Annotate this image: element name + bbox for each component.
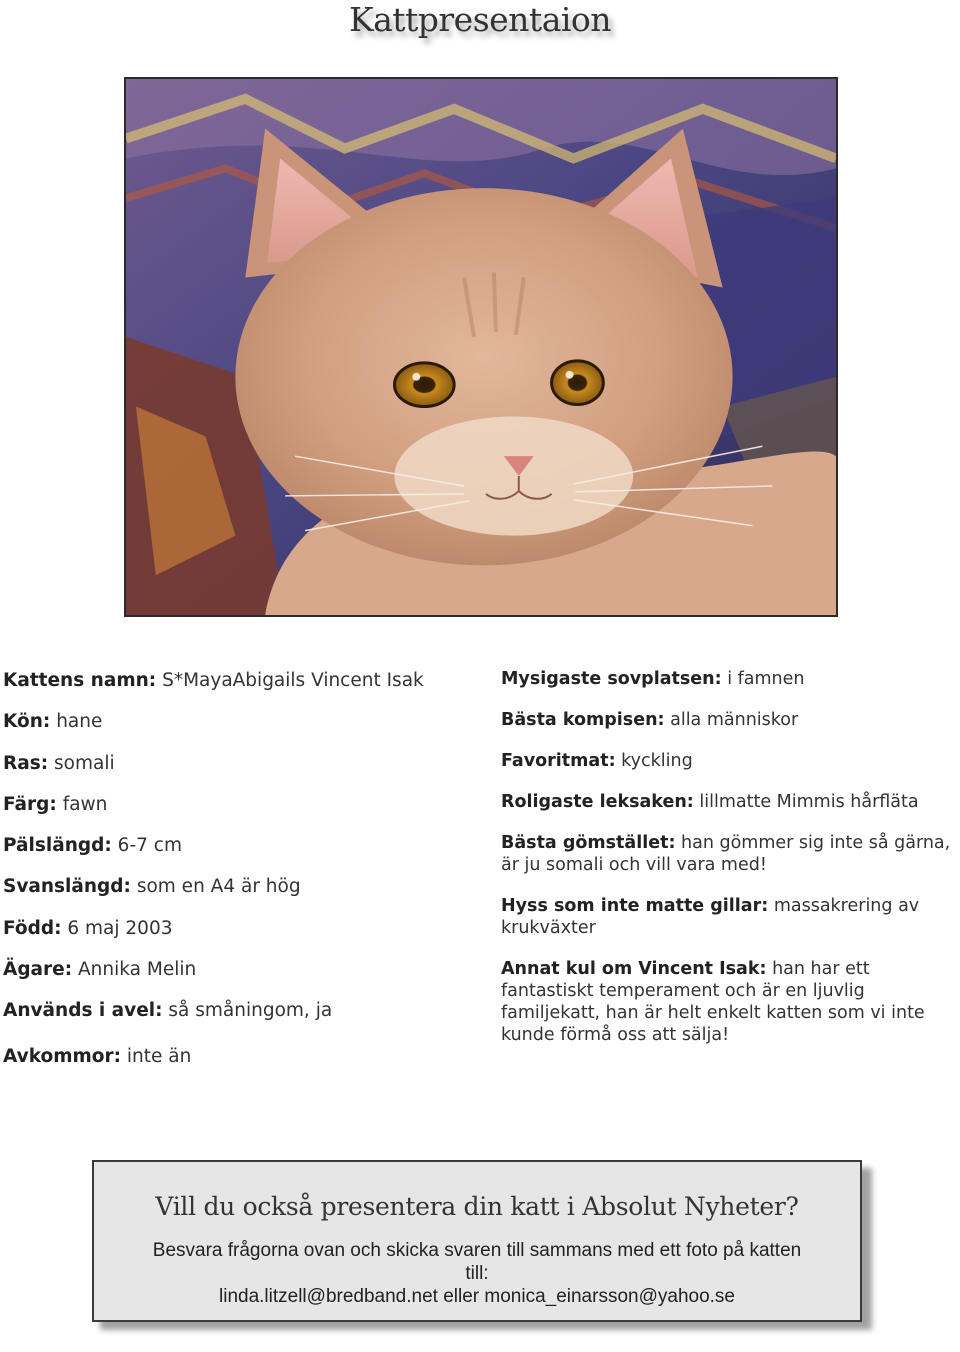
fact-value: han gömmer sig inte så gärna, är ju somali och vill vara med! <box>501 833 951 875</box>
cta-email-line: linda.litzell@bredband.net eller monica_einarsson@yahoo.se <box>219 1286 735 1307</box>
fact-label: Avkommor: <box>3 1045 122 1067</box>
fact-row-favorite-food <box>501 750 960 772</box>
fact-label: Ägare: <box>3 959 73 981</box>
fact-label: Hyss som inte matte gillar: <box>501 896 769 916</box>
fact-row-breed <box>3 751 473 792</box>
fact-value: massakrering av krukväxter <box>501 896 920 938</box>
fact-value: inte än <box>126 1045 192 1067</box>
fact-value: kyckling <box>621 751 693 771</box>
cta-body <box>94 1239 860 1308</box>
fact-row-mischief <box>501 895 960 939</box>
fact-label: Bästa gömstället: <box>501 833 676 853</box>
fact-row-color <box>3 792 473 833</box>
page-title: Kattpresentaion <box>348 0 612 39</box>
cta-box <box>92 1160 862 1322</box>
cat-photo-icon <box>126 79 836 615</box>
fact-label: Annat kul om Vincent Isak: <box>501 959 767 979</box>
fact-row-fur-length <box>3 833 473 874</box>
fact-label: Används i avel: <box>3 1000 163 1022</box>
fact-label: Ras: <box>3 752 49 774</box>
fact-label: Mysigaste sovplatsen: <box>501 669 722 689</box>
fact-label: Pälslängd: <box>3 835 112 857</box>
fact-label: Svanslängd: <box>3 876 131 898</box>
fact-value: S*MayaAbigails Vincent Isak <box>162 670 424 691</box>
fact-label: Färg: <box>3 793 57 815</box>
fact-row-tail-length <box>3 874 473 915</box>
cat-photo <box>124 77 838 617</box>
fact-value: i famnen <box>727 669 805 689</box>
fact-label: Favoritmat: <box>501 751 616 771</box>
cat-facts-right <box>501 668 960 1065</box>
fact-value: 6-7 cm <box>117 835 182 857</box>
fact-label: Kön: <box>3 711 51 733</box>
cat-facts-left <box>3 668 473 1085</box>
fact-row-sex <box>3 709 473 750</box>
cta-heading: Vill du också presentera din katt i Absolut Nyheter? <box>155 1192 799 1221</box>
fact-value: som en A4 är hög <box>136 876 301 898</box>
cta-body-line: till: <box>465 1263 489 1284</box>
fact-row-owner <box>3 957 473 998</box>
fact-row-sleep-spot <box>501 668 960 690</box>
fact-value: 6 maj 2003 <box>67 917 173 939</box>
fact-label: Bästa kompisen: <box>501 710 665 730</box>
fact-value: han har ett fantastiskt temperament och är en ljuvlig familjekatt, han är helt enkelt katten som vi inte kunde förmå oss att sälja! <box>501 959 925 1045</box>
fact-label: Roligaste leksaken: <box>501 792 694 812</box>
fact-value: alla människor <box>670 710 799 730</box>
fact-row-other <box>501 958 960 1046</box>
fact-value: somali <box>54 752 115 774</box>
fact-row-best-friend <box>501 709 960 731</box>
fact-row-born <box>3 916 473 957</box>
cta-body-line: Besvara frågorna ovan och skicka svaren till sammans med ett foto på katten <box>152 1240 802 1261</box>
fact-row-name <box>3 668 473 709</box>
fact-value: Annika Melin <box>78 959 197 981</box>
fact-value: så småningom, ja <box>168 1000 333 1022</box>
fact-value: hane <box>56 711 103 733</box>
fact-row-offspring <box>3 1044 473 1085</box>
fact-row-hiding-place <box>501 832 960 876</box>
fact-value: lillmatte Mimmis hårfläta <box>699 792 919 812</box>
fact-label: Född: <box>3 917 62 939</box>
fact-label: Kattens namn: <box>3 670 157 691</box>
fact-row-breeding <box>3 998 473 1039</box>
fact-row-favorite-toy <box>501 791 960 813</box>
fact-value: fawn <box>62 793 108 815</box>
